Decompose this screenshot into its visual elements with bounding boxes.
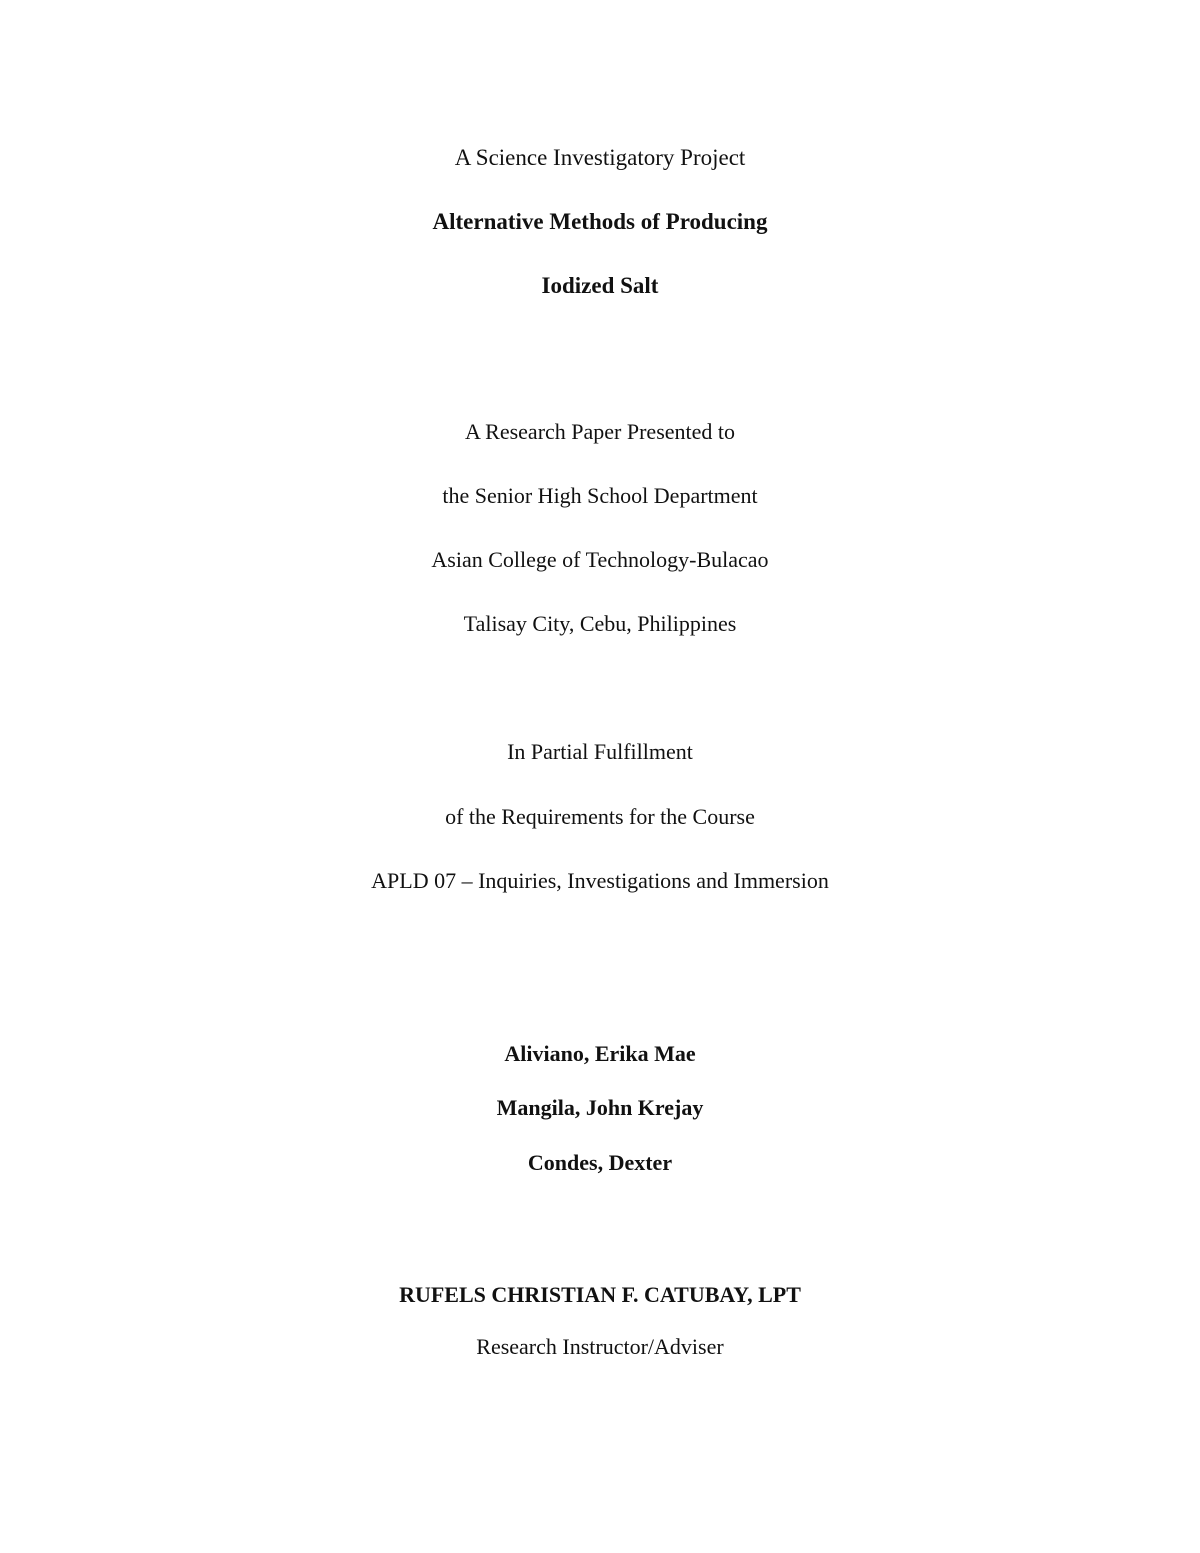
title-line-2: Iodized Salt (541, 273, 659, 298)
fulfillment-line-3: APLD 07 – Inquiries, Investigations and Immersion (371, 868, 829, 893)
author-name: Aliviano, Erika Mae (504, 1041, 696, 1066)
presentation-line-4: Talisay City, Cebu, Philippines (463, 611, 737, 636)
adviser-name: RUFELS CHRISTIAN F. CATUBAY, LPT (399, 1282, 801, 1307)
presentation-line-2: the Senior High School Department (442, 483, 758, 508)
presentation-line-3: Asian College of Technology-Bulacao (431, 547, 769, 572)
author-name: Mangila, John Krejay (496, 1095, 704, 1120)
project-kicker: A Science Investigatory Project (454, 145, 746, 170)
title-line-1: Alternative Methods of Producing (432, 209, 768, 234)
fulfillment-line-1: In Partial Fulfillment (507, 739, 693, 764)
fulfillment-line-2: of the Requirements for the Course (445, 804, 755, 829)
author-name: Condes, Dexter (527, 1150, 673, 1175)
adviser-role: Research Instructor/Adviser (476, 1334, 724, 1359)
presentation-line-1: A Research Paper Presented to (464, 419, 736, 444)
